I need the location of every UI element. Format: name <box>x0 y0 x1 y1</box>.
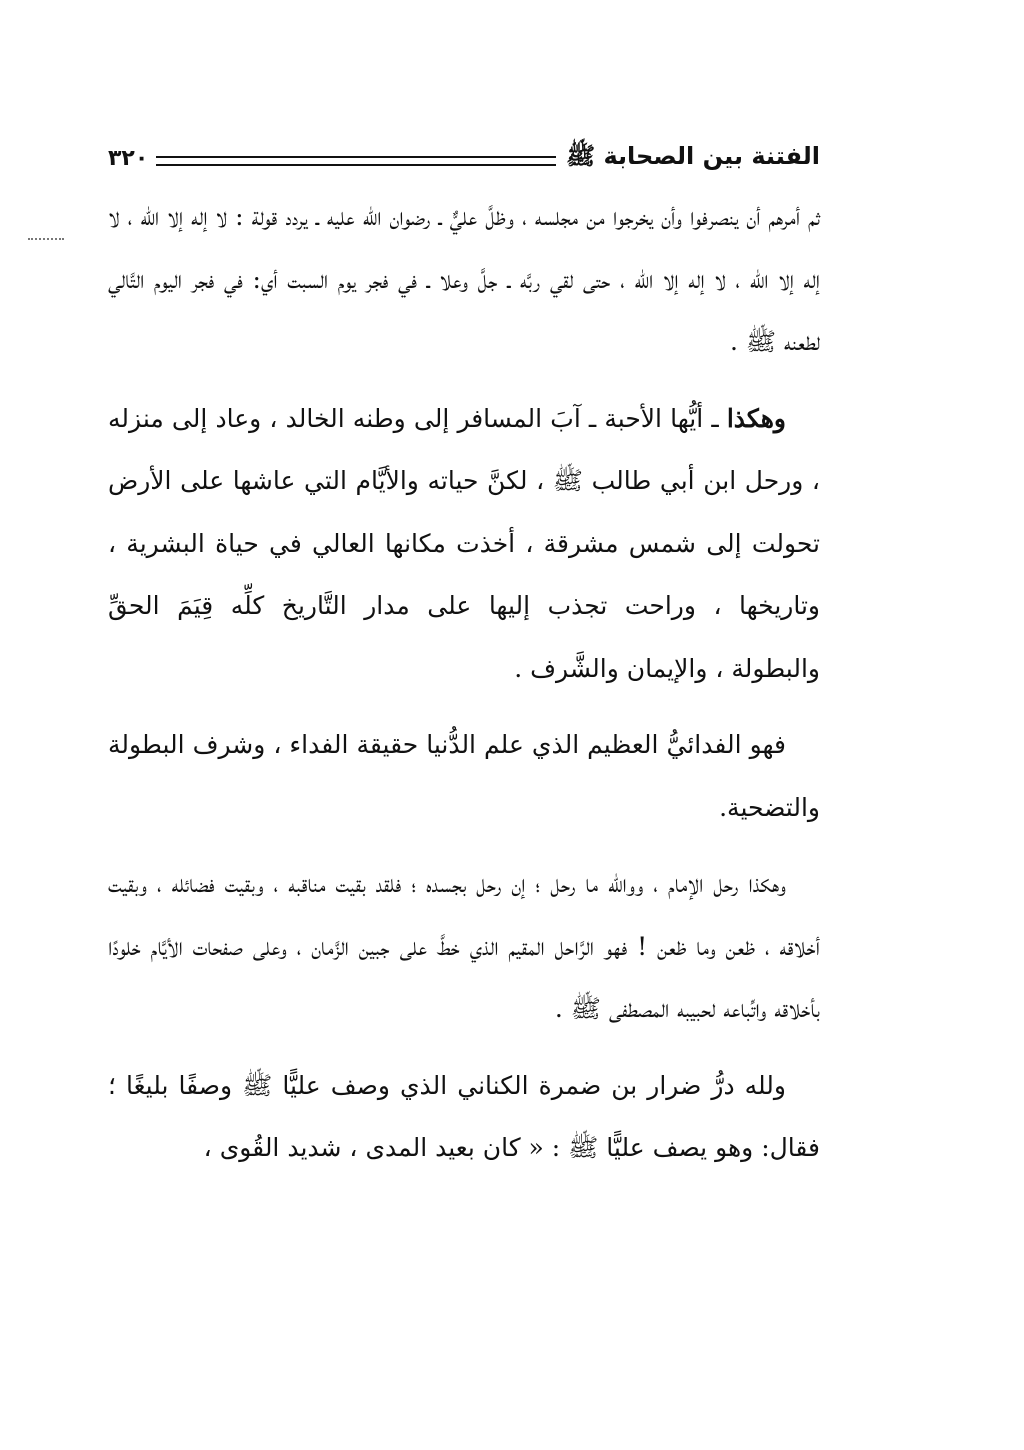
paragraph-4: وهكذا رحل الإمام ، ووالله ما رحل ؛ إن رحل بجسده ؛ فلقد بقيت مناقبه ، وبقيت فضائله ، وبقيت أخلاقه ، ظعن وما ظعن ! فهو الرَّاحل المقيم الذي خطَّ على جبين الزَّمان ، وعلى صفحات الأيَّام خلودًا بأخلاقه واتِّباعه لحبيبه المصطفى ﷺ . <box>108 869 820 1023</box>
page-number: ٣٢٠ <box>108 145 149 171</box>
header-rule <box>156 156 556 166</box>
running-title: الفتنة بين الصحابة ﷺ <box>566 141 820 170</box>
paragraph-5: ولله درُّ ضرار بن ضمرة الكناني الذي وصف عليًّا ﷺ وصفًا بليغًا ؛ فقال: وهو يصف عليًّا ﷺ : « كان بعيد المدى ، شديد القُوى ، <box>108 1070 820 1162</box>
paragraph-2 <box>108 388 820 701</box>
page-header <box>108 140 820 176</box>
paragraph-2-text: ـ أيُّها الأحبة ـ آبَ المسافر إلى وطنه الخالد ، وعاد إلى منزله ، ورحل ابن أبي طالب ﷺ ، لكنَّ حياته والأيَّام التي عاشها على الأرض تحولت إلى شمس مشرقة ، أخذت مكانها العالي في حياة البشرية ، وتاريخها ، وراحت تجذب إليها على مدار التَّاريخ كلِّه قِيَمَ الحقِّ والبطولة ، والإيمان والشَّرف . <box>108 403 820 683</box>
paragraph-2-lead: وهكذا <box>726 403 786 433</box>
paragraph-1: ثم أمرهم أن ينصرفوا وأن يخرجوا من مجلسه ، وظلَّ عليٌّ ـ رضوان الله عليه ـ يردد قولة : لا إله إلا الله ، لا إله إلا الله ، لا إله إلا الله ، حتى لقي ربَّه ـ جلَّ وعلا ـ في فجر يوم السبت أي: في فجر اليوم التَّالي لطعنه ﷺ . <box>108 202 820 356</box>
paragraph-3: فهو الفدائيُّ العظيم الذي علم الدُّنيا حقيقة الفداء ، وشرف البطولة والتضحية. <box>108 730 820 822</box>
body-text <box>108 186 820 1180</box>
margin-mark <box>28 238 64 240</box>
